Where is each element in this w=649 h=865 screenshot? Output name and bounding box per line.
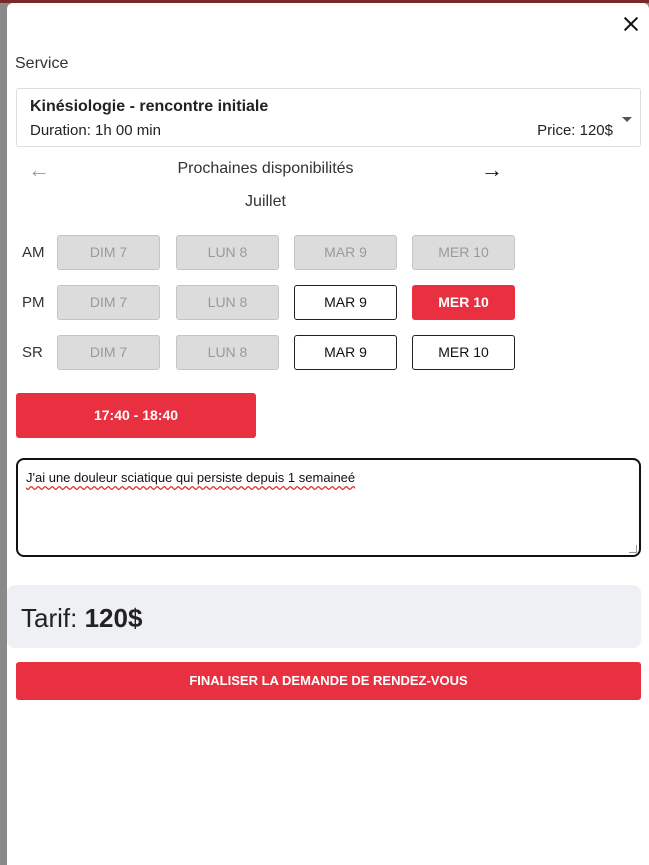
slot-sr-mer-10[interactable]: MER 10	[412, 335, 515, 370]
arrow-right-icon[interactable]: →	[481, 157, 503, 182]
slot-am-mer-10: MER 10	[412, 235, 515, 270]
booking-modal	[7, 3, 649, 865]
month-label: Juillet	[245, 193, 286, 210]
resize-handle-icon[interactable]	[629, 545, 637, 553]
arrow-left-icon[interactable]: ←	[28, 157, 50, 182]
row-label-am: AM	[22, 244, 45, 261]
chevron-down-icon[interactable]	[622, 117, 632, 122]
slot-am-lun-8: LUN 8	[176, 235, 279, 270]
availability-title: Prochaines disponibilités	[177, 160, 354, 177]
service-duration: Duration: 1h 00 min	[30, 122, 161, 139]
row-label-sr: SR	[22, 344, 43, 361]
finalize-button[interactable]: FINALISER LA DEMANDE DE RENDEZ-VOUS	[16, 662, 641, 700]
notes-text: J'ai une douleur sciatique qui persiste depuis 1 semaineé	[26, 470, 356, 485]
slot-pm-mar-9[interactable]: MAR 9	[294, 285, 397, 320]
slot-pm-lun-8: LUN 8	[176, 285, 279, 320]
slot-am-dim-7: DIM 7	[57, 235, 160, 270]
tarif-text	[21, 603, 142, 634]
service-label: Service	[15, 55, 69, 72]
slot-pm-dim-7: DIM 7	[57, 285, 160, 320]
notes-textarea[interactable]	[16, 458, 641, 557]
slot-pm-mer-10[interactable]: MER 10	[412, 285, 515, 320]
slot-am-mar-9: MAR 9	[294, 235, 397, 270]
service-price: Price: 120$	[537, 122, 613, 139]
row-label-pm: PM	[22, 294, 45, 311]
time-slot-button[interactable]: 17:40 - 18:40	[16, 393, 256, 438]
tarif-label: Tarif:	[21, 603, 85, 633]
slot-sr-lun-8: LUN 8	[176, 335, 279, 370]
tarif-panel	[7, 585, 641, 648]
slot-sr-mar-9[interactable]: MAR 9	[294, 335, 397, 370]
slot-sr-dim-7: DIM 7	[57, 335, 160, 370]
service-name: Kinésiologie - rencontre initiale	[30, 98, 269, 115]
service-select[interactable]	[16, 88, 641, 147]
tarif-value: 120$	[84, 603, 143, 633]
close-icon[interactable]	[619, 12, 643, 36]
